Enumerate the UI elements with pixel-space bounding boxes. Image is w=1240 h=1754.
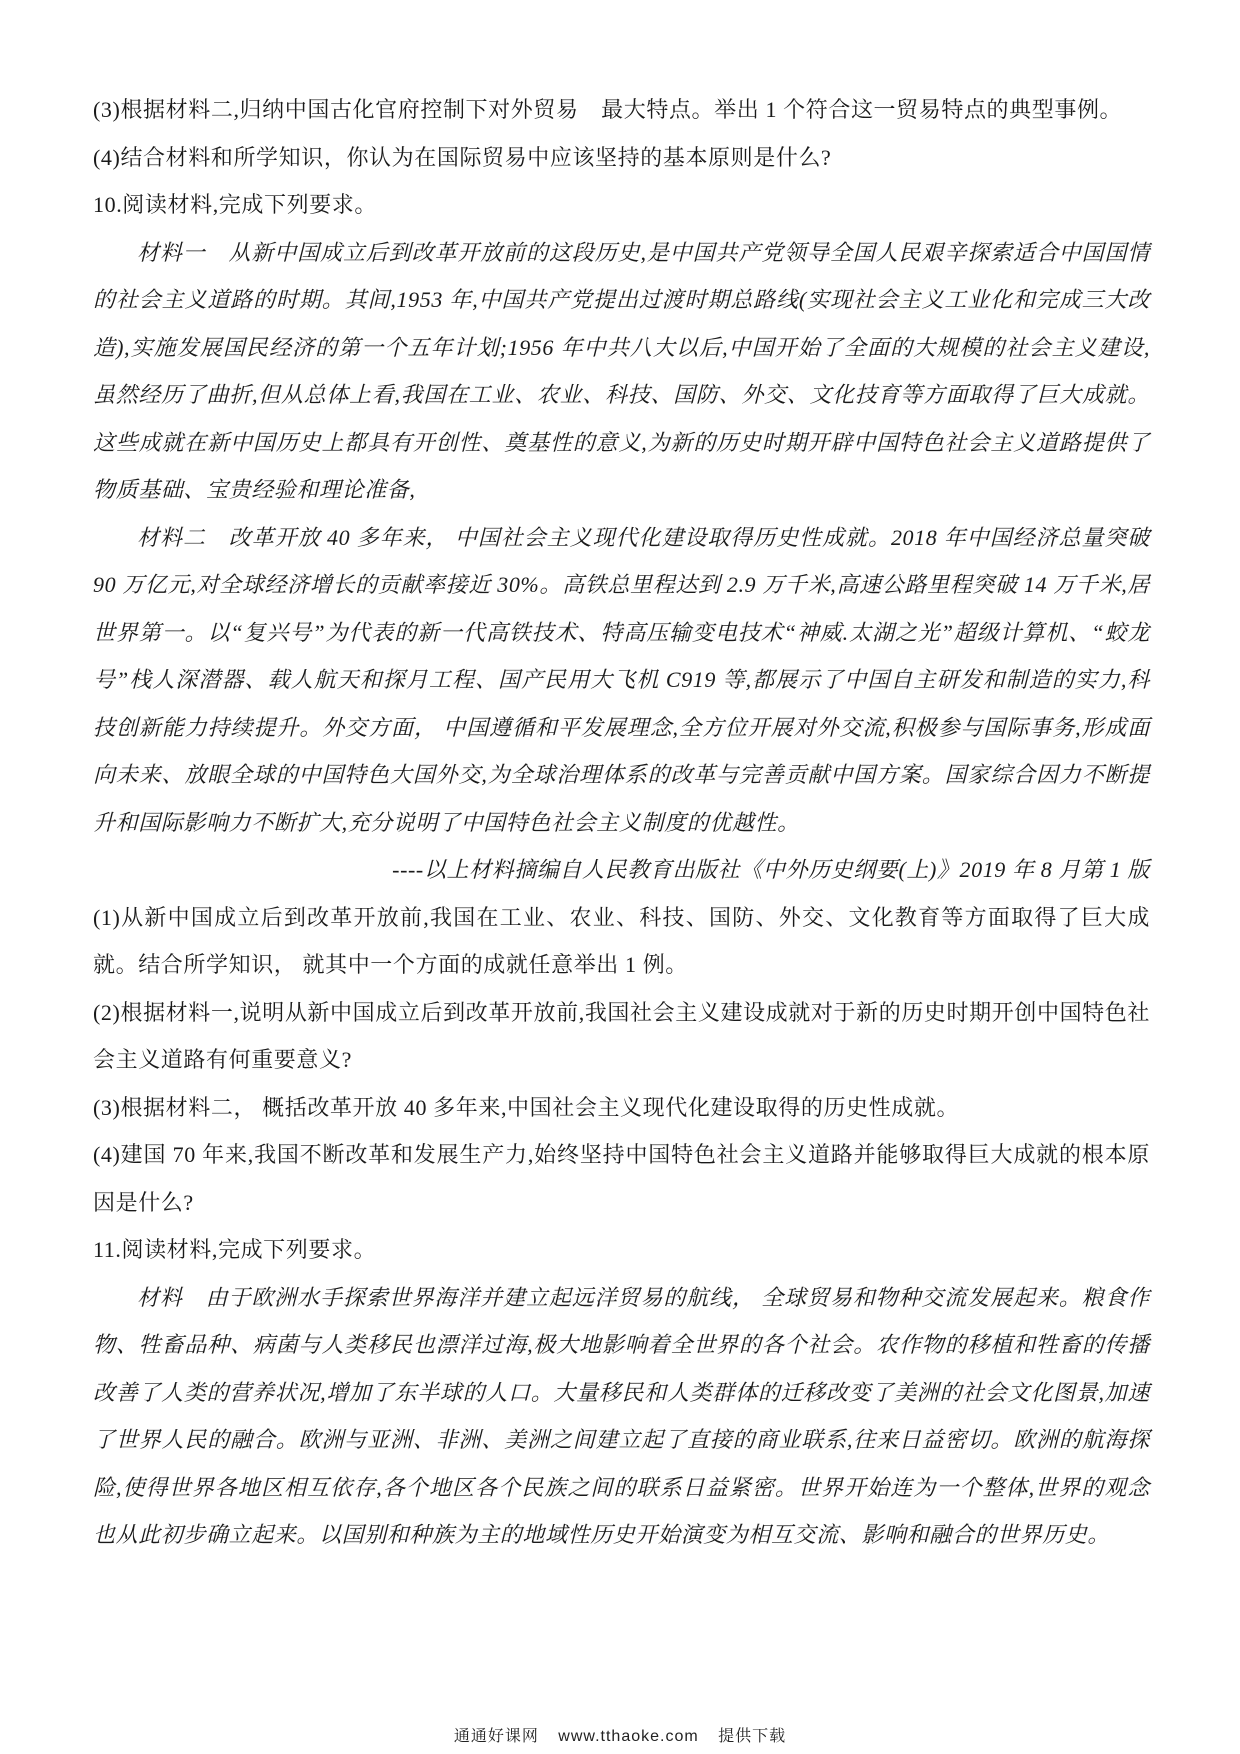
page-footer [0,1723,1240,1746]
document-body [93,86,1150,1559]
question-11-heading: 11.阅读材料,完成下列要求。 [93,1237,377,1262]
question-9-part-4: (4)结合材料和所学知识，你认为在国际贸易中应该坚持的基本原则是什么? [93,144,832,170]
footer-url: www.tthaoke.com [558,1728,699,1745]
question-10-part-4: (4)建国 70 年来,我国不断改革和发展生产力,始终坚持中国特色社会主义道路并能够取得巨大成就的根本原因是什么? [93,1142,1150,1215]
material-one-paragraph: 材料一 从新中国成立后到改革开放前的这段历史,是中国共产党领导全国人民艰辛探索适合中国国情的社会主义道路的时期。其间,1953 年,中国共产党提出过渡时期总路线(实现社会主义工业化和完成三大改造),实施发展国民经济的第一个五年计划;1956 年中共八大以后,中国开始了全面的大规模的社会主义建设,虽然经历了曲折,但从总体上看,我国在工业、农业、科技、国防、外交、文化技育等方面取得了巨大成就。这些成就在新中国历史上都具有开创性、奠基性的意义,为新的历史时期开辟中国特色社会主义道路提供了物质基础、宝贵经验和理论准备, [93,239,1150,502]
question-10-part-1: (1)从新中国成立后到改革开放前,我国在工业、农业、科技、国防、外交、文化教育等方面取得了巨大成就。结合所学知识， 就其中一个方面的成就任意举出 1 例。 [93,904,1150,977]
question-10-heading: 10.阅读材料,完成下列要求。 [93,192,378,217]
question-10-part-3: (3)根据材料二， 概括改革开放 40 多年来,中国社会主义现代化建设取得的历史性成就。 [93,1094,960,1120]
material-paragraph-q11: 材料 由于欧洲水手探索世界海洋并建立起远洋贸易的航线， 全球贸易和物种交流发展起来。粮食作物、牲畜品种、病菌与人类移民也漂洋过海,极大地影响着全世界的各个社会。农作物的移植和牲畜的传播改善了人类的营养状况,增加了东半球的人口。大量移民和人类群体的迁移改变了美洲的社会文化图景,加速了世界人民的融合。欧洲与亚洲、非洲、美洲之间建立起了直接的商业联系,往来日益密切。欧洲的航海探险,使得世界各地区相互依存,各个地区各个民族之间的联系日益紧密。世界开始连为一个整体,世界的观念也从此初步确立起来。以国别和种族为主的地域性历史开始演变为相互交流、影响和融合的世界历史。 [93,1284,1150,1547]
footer-site-name: 通通好课网 [453,1728,539,1745]
footer-download-note: 提供下载 [718,1728,787,1745]
question-9-part-3: (3)根据材料二,归纳中国古化官府控制下对外贸易 最大特点。举出 1 个符合这一贸易特点的典型事例。 [93,97,1123,122]
question-10-part-2: (2)根据材料一,说明从新中国成立后到改革开放前,我国社会主义建设成就对于新的历史时期开创中国特色社会主义道路有何重要意义? [93,999,1150,1072]
source-attribution: ----以上材料摘编自人民教育出版社《中外历史纲要(上)》2019 年 8 月第 1 版 [392,857,1150,882]
material-two-paragraph: 材料二 改革开放 40 多年来， 中国社会主义现代化建设取得历史性成就。2018 年中国经济总量突破 90 万亿元,对全球经济增长的贡献率接近 30%。高铁总里程达到 2.9 万千米,高速公路里程突破 14 万千米,居世界第一。以“复兴号”为代表的新一代高铁技术、特高压输变电技术“神威.太湖之光”超级计算机、“蛟龙号”栈人深潜器、载人航天和探月工程、国产民用大飞机 C919 等,都展示了中国自主研发和制造的实力,科技创新能力持续提升。外交方面， 中国遵循和平发展理念,全方位开展对外交流,积极参与国际事务,形成面向未来、放眼全球的中国特色大国外交,为全球治理体系的改革与完善贡献中国方案。国家综合因力不断提升和国际影响力不断扩大,充分说明了中国特色社会主义制度的优越性。 [93,524,1150,835]
